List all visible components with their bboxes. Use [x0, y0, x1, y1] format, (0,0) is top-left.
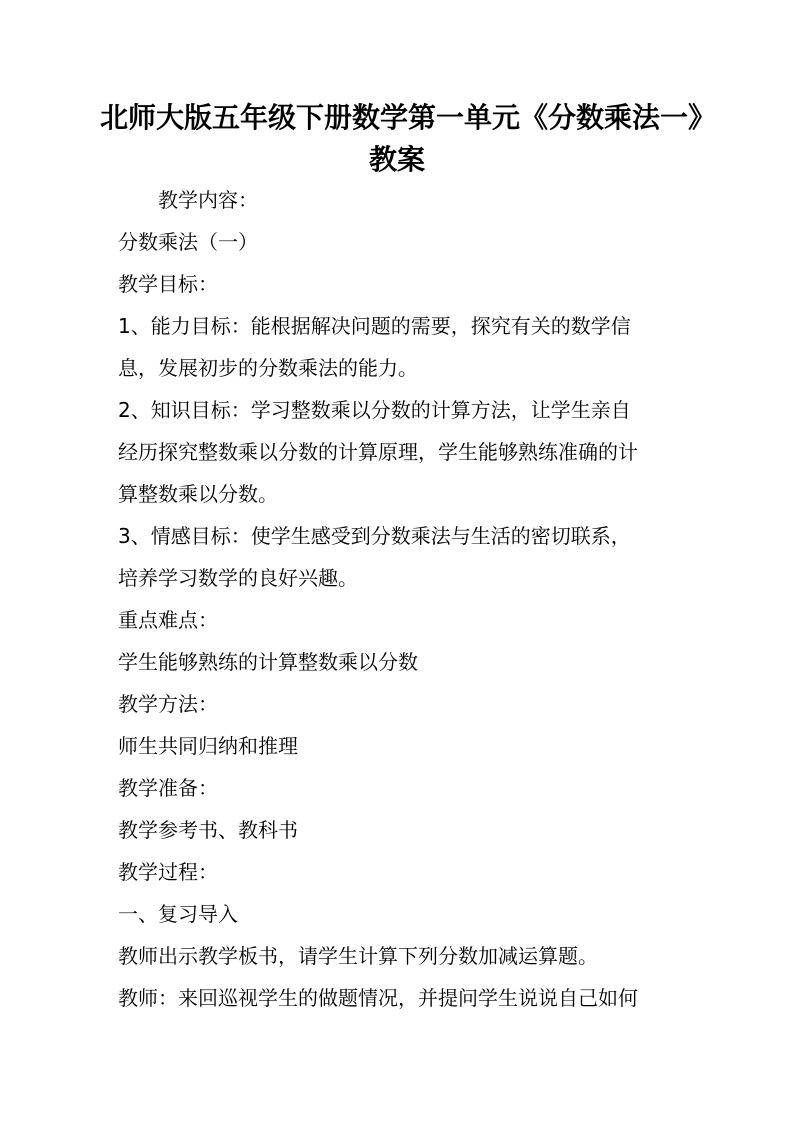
text-line: 教师：来回巡视学生的做题情况，并提问学生说说自己如何	[118, 986, 638, 1010]
text-line: 培养学习数学的良好兴趣。	[118, 566, 358, 590]
text-line: 师生共同归纳和推理	[118, 734, 298, 758]
text-line: 教学目标：	[118, 272, 218, 296]
text-line: 1、能力目标：能根据解决问题的需要，探究有关的数学信	[118, 314, 631, 338]
text-line: 教学过程：	[118, 860, 218, 884]
document-title-continued: 教案	[368, 143, 425, 176]
text-line: 算整数乘以分数。	[118, 482, 278, 506]
text-line: 分数乘法（一）	[118, 230, 258, 254]
text-line: 3、情感目标：使学生感受到分数乘法与生活的密切联系，	[118, 524, 631, 548]
text-line: 教学准备：	[118, 776, 218, 800]
text-line: 教学方法：	[118, 692, 218, 716]
text-line: 经历探究整数乘以分数的计算原理，学生能够熟练准确的计	[118, 440, 638, 464]
text-line: 教学内容：	[118, 188, 258, 212]
text-line: 2、知识目标：学习整数乘以分数的计算方法，让学生亲自	[118, 398, 631, 422]
document-title: 北师大版五年级下册数学第一单元《分数乘法一》	[100, 101, 717, 134]
text-line: 教师出示教学板书，请学生计算下列分数加减运算题。	[118, 944, 598, 968]
text-line: 重点难点：	[118, 608, 218, 632]
text-line: 教学参考书、教科书	[118, 818, 298, 842]
text-line: 息，发展初步的分数乘法的能力。	[118, 356, 418, 380]
text-line: 学生能够熟练的计算整数乘以分数	[118, 650, 418, 674]
text-line: 一、复习导入	[118, 902, 238, 926]
